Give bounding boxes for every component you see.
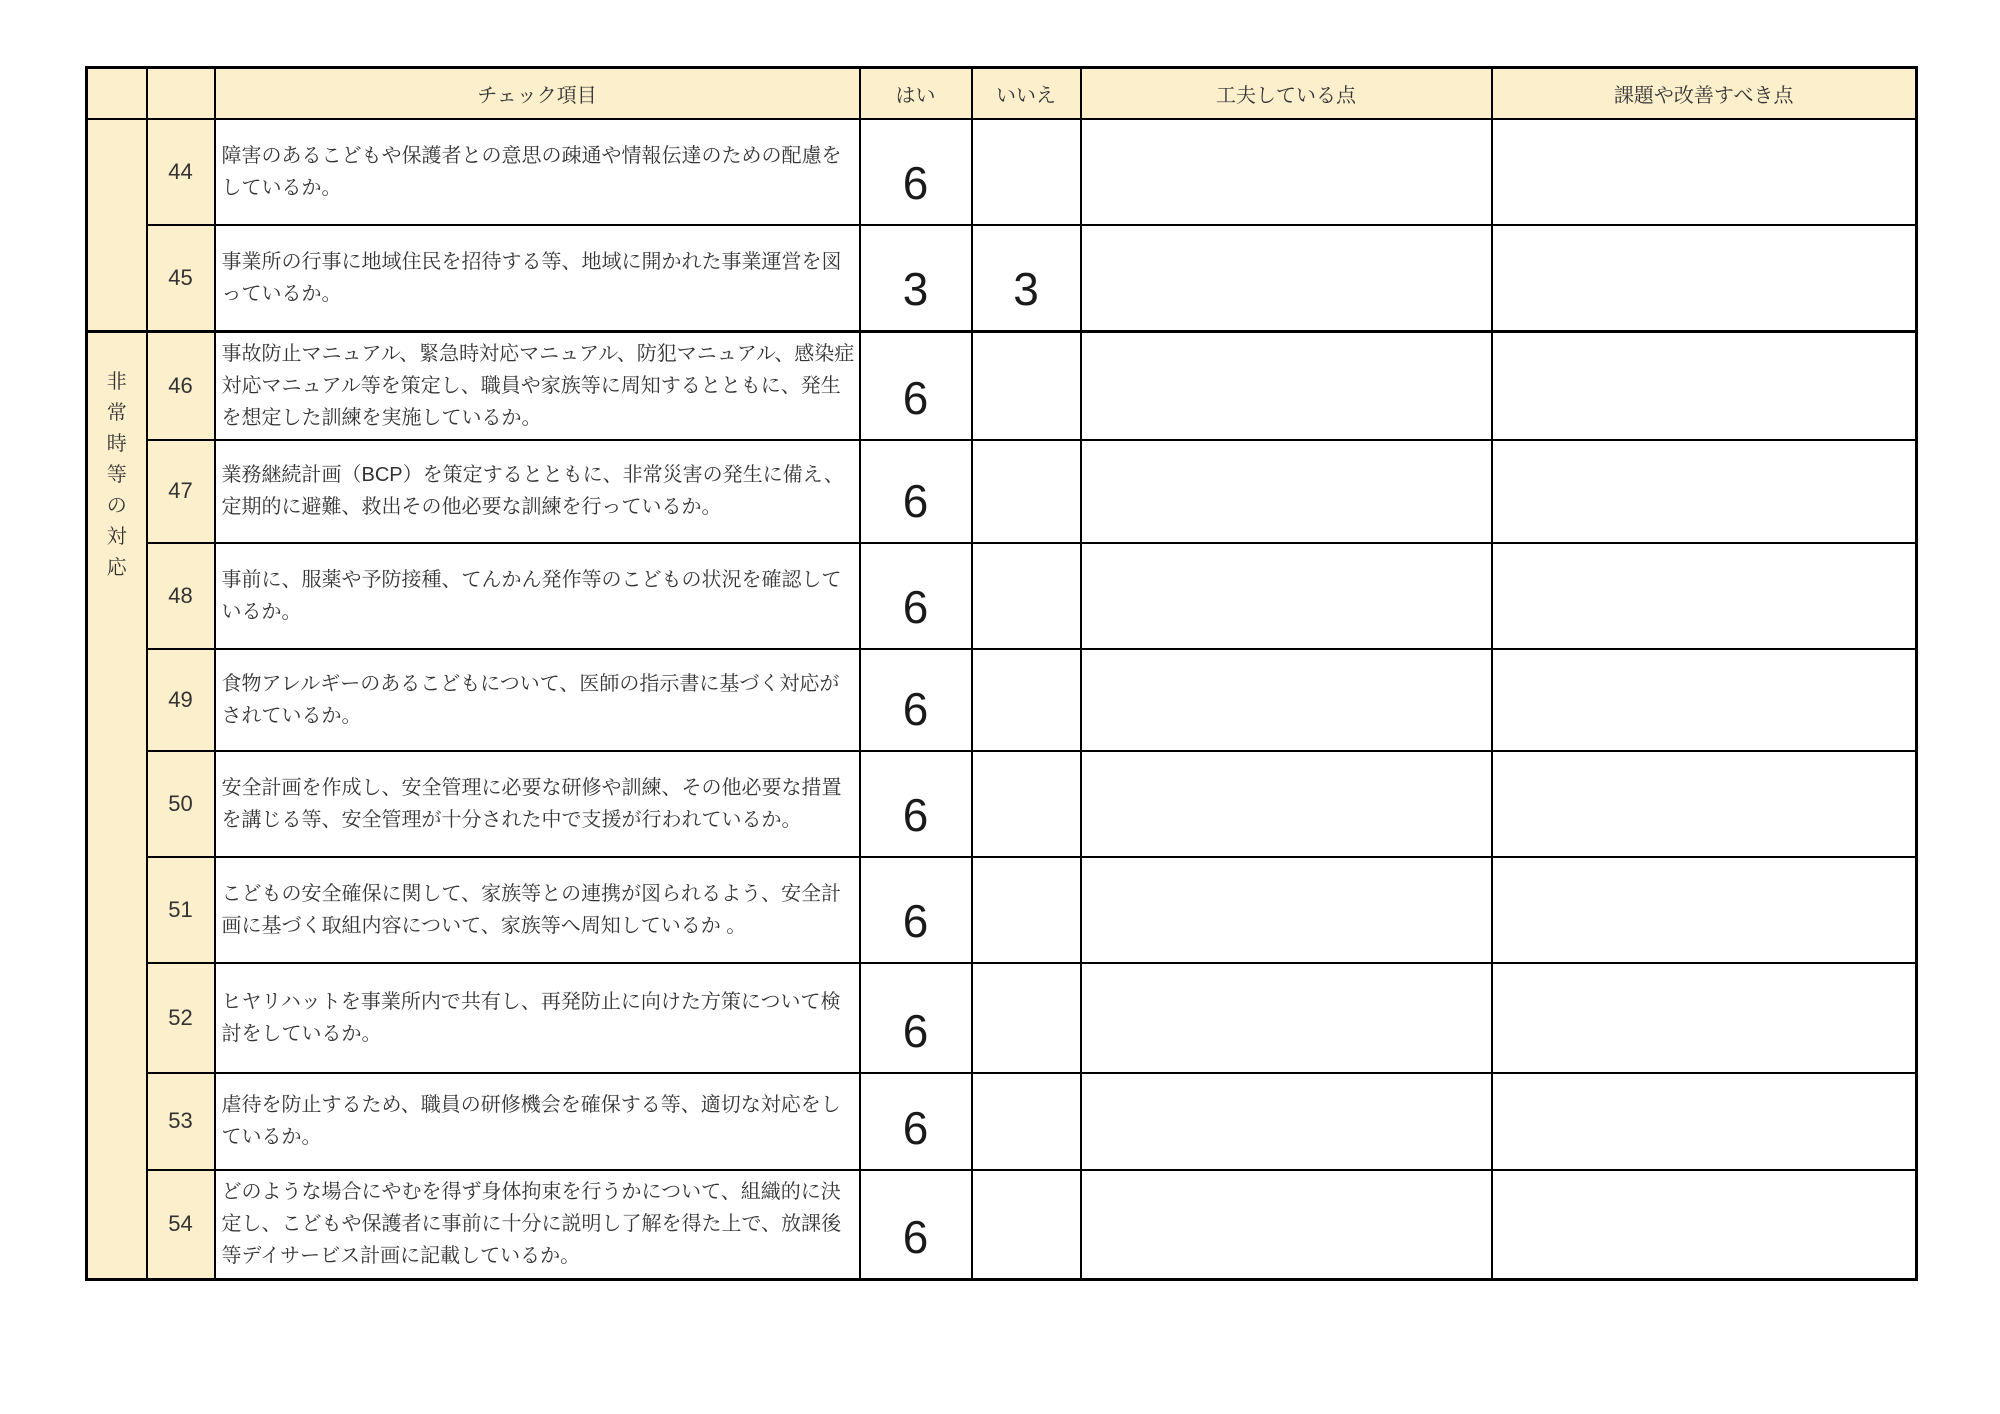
table-row (87, 751, 1917, 857)
devised-point-cell (1081, 1170, 1492, 1280)
no-count-cell (972, 963, 1081, 1073)
category-label-char: 対 (106, 526, 127, 548)
devised-point-cell (1081, 332, 1492, 440)
header-category-blank (87, 68, 147, 119)
checklist-table (85, 66, 1918, 1281)
check-item-cell: 業務継続計画（BCP）を策定するとともに、非常災害の発生に備え、定期的に避難、救出その他必要な訓練を行っているか。 (215, 440, 860, 543)
table-row (87, 649, 1917, 751)
check-item-cell: 事前に、服薬や予防接種、てんかん発作等のこどもの状況を確認しているか。 (215, 543, 860, 649)
devised-point-cell (1081, 963, 1492, 1073)
header-row (87, 68, 1917, 119)
issues-cell (1492, 751, 1917, 857)
check-item-cell: 障害のあるこどもや保護者との意思の疎通や情報伝達のための配慮をしているか。 (215, 119, 860, 225)
issues-cell (1492, 1170, 1917, 1280)
no-count-cell (972, 332, 1081, 440)
yes-count-cell: 6 (860, 332, 972, 440)
no-count-cell (972, 1170, 1081, 1280)
check-item-cell: 食物アレルギーのあるこどもについて、医師の指示書に基づく対応がされているか。 (215, 649, 860, 751)
no-count-cell: 3 (972, 225, 1081, 332)
devised-point-cell (1081, 649, 1492, 751)
yes-count-cell: 6 (860, 649, 972, 751)
category-label-char: の (106, 495, 127, 517)
devised-point-cell (1081, 857, 1492, 963)
no-count-cell (972, 1073, 1081, 1170)
issues-cell (1492, 225, 1917, 332)
issues-cell (1492, 1073, 1917, 1170)
table-row (87, 1073, 1917, 1170)
column-header-yes: はい (860, 68, 972, 119)
table-row (87, 225, 1917, 332)
issues-cell (1492, 963, 1917, 1073)
check-item-cell: 虐待を防止するため、職員の研修機会を確保する等、適切な対応をしているか。 (215, 1073, 860, 1170)
row-number-cell: 53 (147, 1073, 215, 1170)
no-count-cell (972, 857, 1081, 963)
row-number-cell: 47 (147, 440, 215, 543)
table-row (87, 1170, 1917, 1280)
yes-count-cell: 6 (860, 1073, 972, 1170)
column-header-devised-points: 工夫している点 (1081, 68, 1492, 119)
checklist-body (87, 119, 1917, 1280)
category-label-char: 応 (106, 557, 127, 579)
category-cell-emergency-response (87, 332, 147, 1280)
row-number-cell: 44 (147, 119, 215, 225)
category-label-char: 時 (106, 433, 127, 455)
check-item-cell: こどもの安全確保に関して、家族等との連携が図られるよう、安全計画に基づく取組内容について、家族等へ周知しているか 。 (215, 857, 860, 963)
column-header-no: いいえ (972, 68, 1081, 119)
yes-count-cell: 6 (860, 440, 972, 543)
check-item-cell: どのような場合にやむを得ず身体拘束を行うかについて、組織的に決定し、こどもや保護者に事前に十分に説明し了解を得た上で、放課後等デイサービス計画に記載しているか。 (215, 1170, 860, 1280)
yes-count-cell: 6 (860, 543, 972, 649)
no-count-cell (972, 751, 1081, 857)
row-number-cell: 50 (147, 751, 215, 857)
devised-point-cell (1081, 225, 1492, 332)
check-item-cell: 安全計画を作成し、安全管理に必要な研修や訓練、その他必要な措置を講じる等、安全管理が十分された中で支援が行われているか。 (215, 751, 860, 857)
category-label-vertical (88, 333, 146, 584)
table-row (87, 440, 1917, 543)
yes-count-cell: 3 (860, 225, 972, 332)
yes-count-cell: 6 (860, 1170, 972, 1280)
category-label-char: 等 (106, 464, 127, 486)
category-label-char: 常 (106, 402, 127, 424)
no-count-cell (972, 119, 1081, 225)
issues-cell (1492, 119, 1917, 225)
issues-cell (1492, 332, 1917, 440)
header-number-blank (147, 68, 215, 119)
yes-count-cell: 6 (860, 119, 972, 225)
devised-point-cell (1081, 1073, 1492, 1170)
no-count-cell (972, 649, 1081, 751)
category-cell-blank (87, 119, 147, 332)
yes-count-cell: 6 (860, 857, 972, 963)
row-number-cell: 51 (147, 857, 215, 963)
issues-cell (1492, 857, 1917, 963)
no-count-cell (972, 440, 1081, 543)
check-item-cell: 事故防止マニュアル、緊急時対応マニュアル、防犯マニュアル、感染症対応マニュアル等を策定し、職員や家族等に周知するとともに、発生を想定した訓練を実施しているか。 (215, 332, 860, 440)
table-row (87, 963, 1917, 1073)
row-number-cell: 48 (147, 543, 215, 649)
devised-point-cell (1081, 119, 1492, 225)
row-number-cell: 52 (147, 963, 215, 1073)
yes-count-cell: 6 (860, 963, 972, 1073)
table-row (87, 543, 1917, 649)
no-count-cell (972, 543, 1081, 649)
category-label-char: 非 (106, 371, 127, 393)
devised-point-cell (1081, 751, 1492, 857)
table-row (87, 332, 1917, 440)
issues-cell (1492, 649, 1917, 751)
devised-point-cell (1081, 543, 1492, 649)
row-number-cell: 49 (147, 649, 215, 751)
check-item-cell: 事業所の行事に地域住民を招待する等、地域に開かれた事業運営を図っているか。 (215, 225, 860, 332)
check-item-cell: ヒヤリハットを事業所内で共有し、再発防止に向けた方策について検討をしているか。 (215, 963, 860, 1073)
row-number-cell: 45 (147, 225, 215, 332)
issues-cell (1492, 440, 1917, 543)
table-row (87, 857, 1917, 963)
yes-count-cell: 6 (860, 751, 972, 857)
table-row (87, 119, 1917, 225)
column-header-issues: 課題や改善すべき点 (1492, 68, 1917, 119)
row-number-cell: 54 (147, 1170, 215, 1280)
issues-cell (1492, 543, 1917, 649)
devised-point-cell (1081, 440, 1492, 543)
column-header-check-item: チェック項目 (215, 68, 860, 119)
row-number-cell: 46 (147, 332, 215, 440)
